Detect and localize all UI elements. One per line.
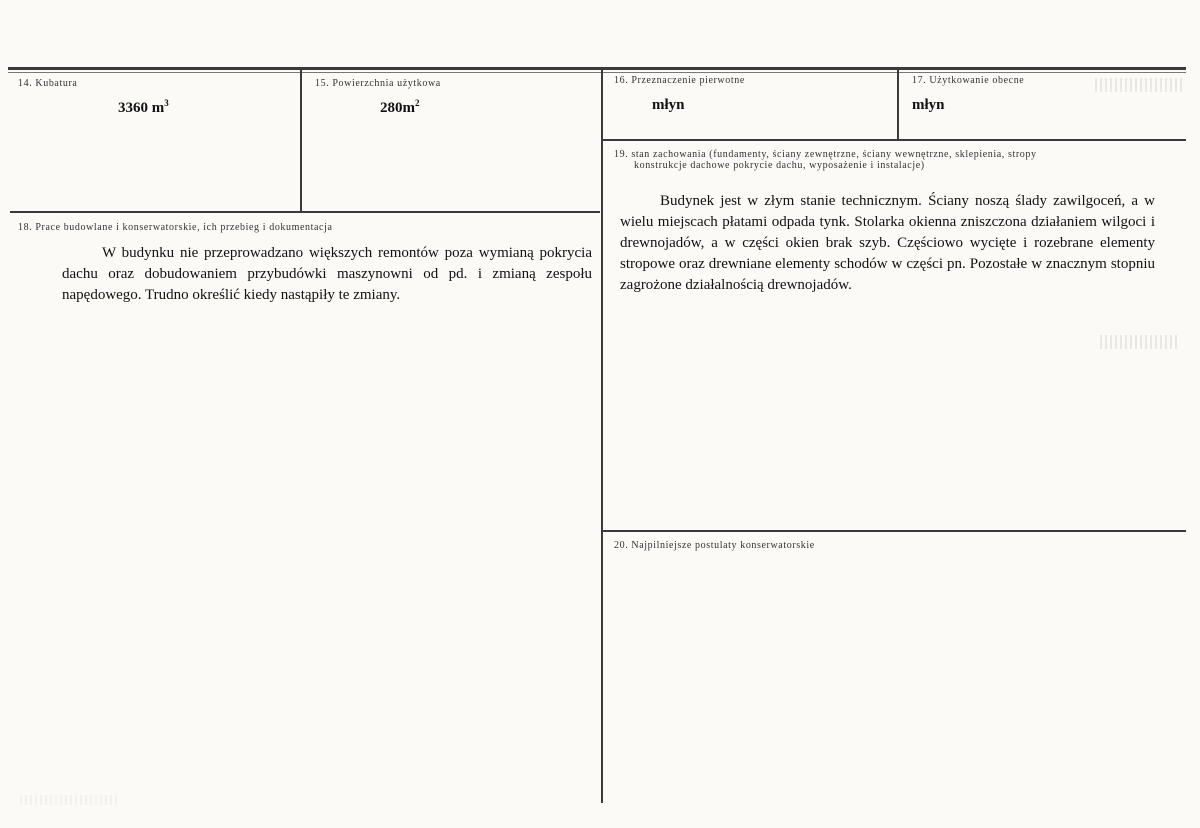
field-18-label: 18. Prace budowlane i konserwatorskie, ich przebieg i dokumentacja	[18, 222, 333, 233]
scan-artifact	[20, 795, 120, 805]
field-19-label-line1: 19. stan zachowania (fundamenty, ściany zewnętrzne, ściany wewnętrzne, sklepienia, stropy	[614, 149, 1037, 160]
center-divider	[601, 70, 603, 803]
divider-14-15	[300, 70, 302, 212]
field-14-value-text: 3360 m	[118, 100, 165, 116]
field-19-text: Budynek jest w złym stanie technicznym. Ściany noszą ślady zawilgoceń, a w wielu miejscach płatami odpada tynk. Stolarka okienna zniszczona działaniem wilgoci i drewnojadów, a w części okien brak szyb. Częściowo wycięte i rozebrane elementy stropowe oraz drewniane elementy schodów w części pn. Pozostałe w znacznym stopniu zagrożone działalnością drewnojadów.	[620, 193, 1155, 293]
divider-16-17	[897, 70, 899, 140]
field-15-label: 15. Powierzchnia użytkowa	[315, 78, 441, 89]
field-14-value-superscript: 3	[164, 98, 169, 108]
scan-artifact	[1095, 78, 1185, 92]
field-14-value	[118, 98, 169, 117]
field-14-label: 14. Kubatura	[18, 78, 78, 89]
field-15-value	[380, 98, 420, 117]
top-border-rule-thin	[8, 72, 1186, 73]
field-18-text: W budynku nie przeprowadzano większych remontów poza wymianą pokrycia dachu oraz dobudowaniem przybudówki maszynowni od pd. i zmianą zespołu napędowego. Trudno określić kiedy nastąpiły te zmiany.	[62, 245, 592, 303]
rule-under-16-17	[603, 139, 1186, 141]
rule-above-20	[603, 530, 1186, 532]
top-border-rule	[8, 67, 1186, 70]
field-20-label: 20. Najpilniejsze postulaty konserwatorskie	[614, 540, 815, 551]
field-16-value: młyn	[652, 97, 685, 113]
scan-artifact	[1100, 335, 1180, 349]
field-17-value: młyn	[912, 97, 945, 113]
field-15-value-superscript: 2	[415, 98, 420, 108]
field-17-label: 17. Użytkowanie obecne	[912, 75, 1025, 86]
field-15-value-text: 280m	[380, 100, 415, 116]
field-16-label: 16. Przeznaczenie pierwotne	[614, 75, 745, 86]
rule-under-14-15	[10, 211, 600, 213]
field-19-label-line2: konstrukcje dachowe pokrycie dachu, wyposażenie i instalacje)	[634, 160, 925, 171]
